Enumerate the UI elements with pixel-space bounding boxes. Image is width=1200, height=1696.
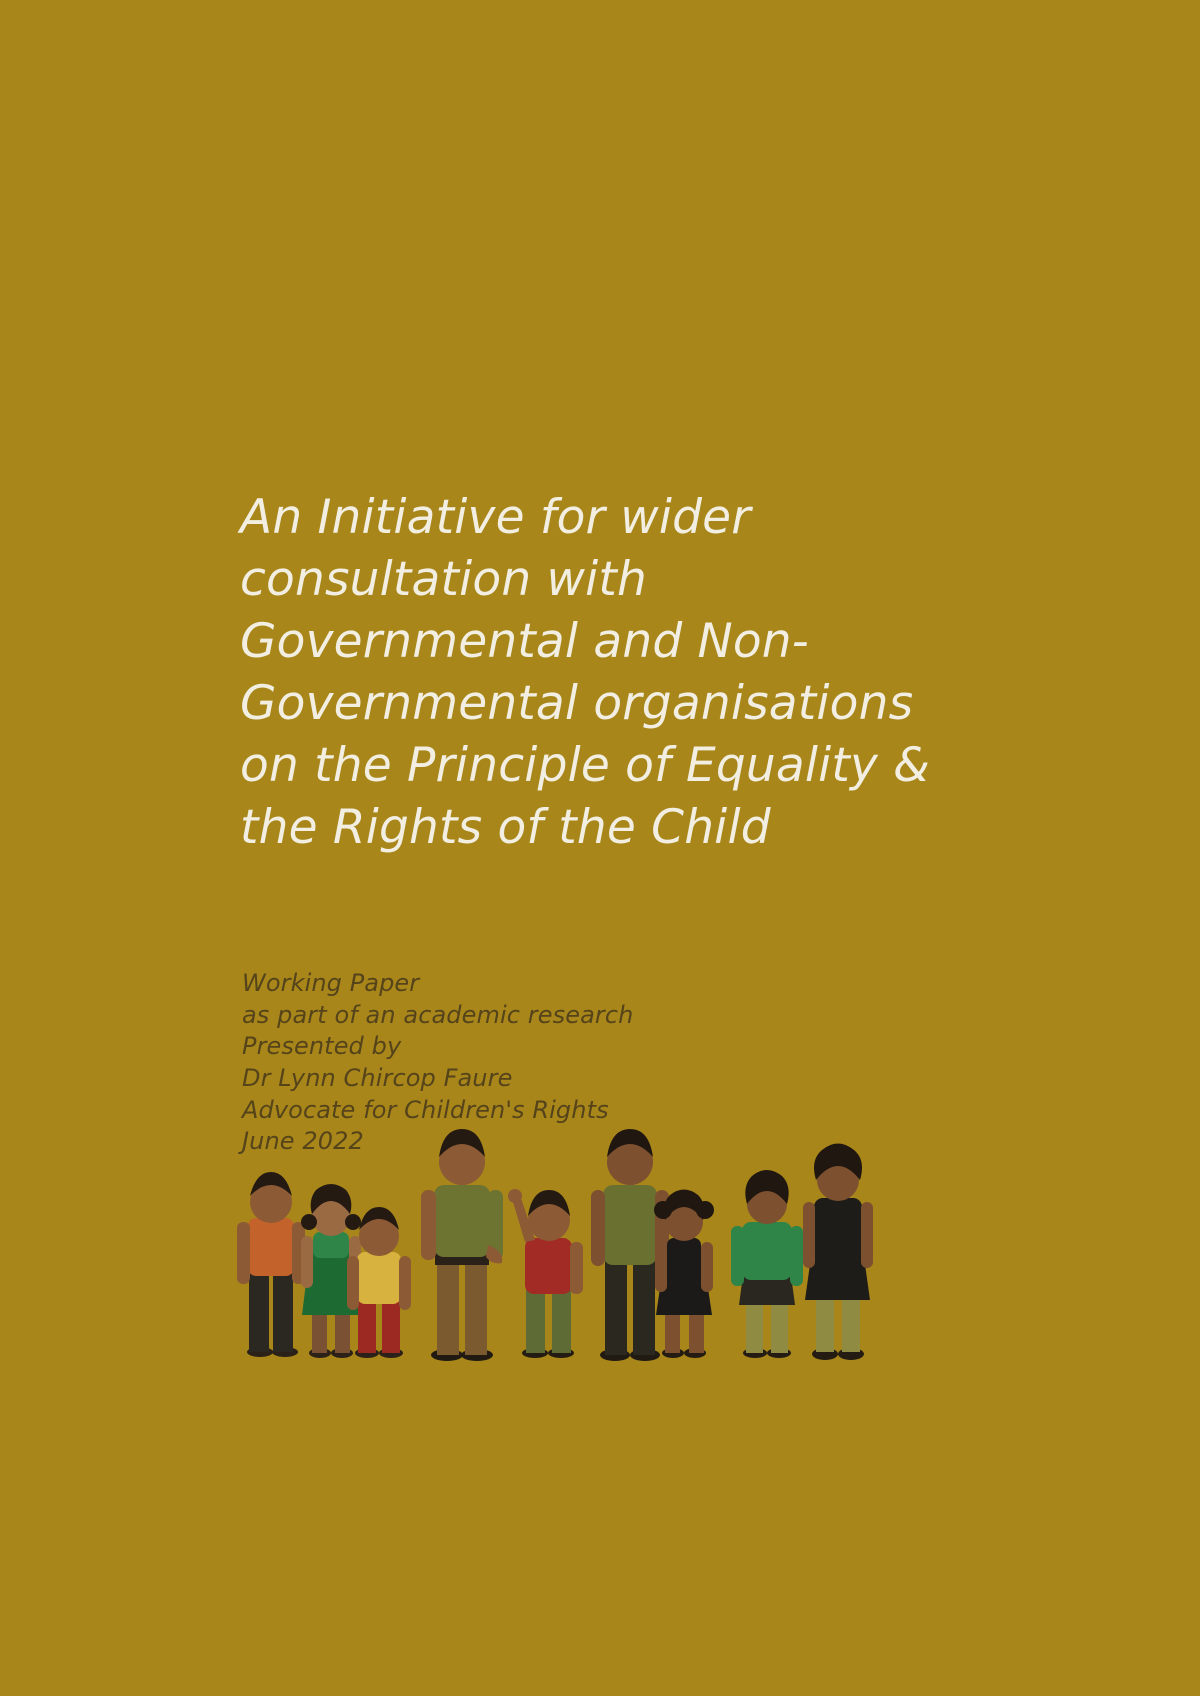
child-figure-5	[508, 1189, 583, 1358]
child-figure-3	[347, 1207, 411, 1358]
group-of-children-illustration	[215, 1110, 915, 1370]
subtitle-line-author: Dr Lynn Chircop Faure	[242, 1064, 513, 1093]
child-figure-1	[237, 1172, 305, 1357]
child-figure-8	[731, 1170, 803, 1358]
subtitle-line-working-paper: Working Paper	[242, 969, 420, 997]
subtitle-line-academic-research: as part of an academic research	[242, 1000, 634, 1029]
title-block	[240, 487, 940, 859]
subtitle-line-presented-by: Presented by	[242, 1032, 402, 1061]
child-figure-4	[421, 1129, 503, 1361]
subtitle-line-date: June 2022	[242, 1127, 364, 1156]
children-group-svg	[215, 1110, 915, 1370]
page-title: An Initiative for wider consultation with Governmental and Non-Governmental organisations on the Principle of Equality & the Rights of the Child	[240, 490, 931, 856]
subtitle-line-author-role: Advocate for Children's Rights	[242, 1095, 609, 1124]
child-figure-7	[654, 1190, 714, 1359]
child-figure-9	[803, 1144, 873, 1361]
